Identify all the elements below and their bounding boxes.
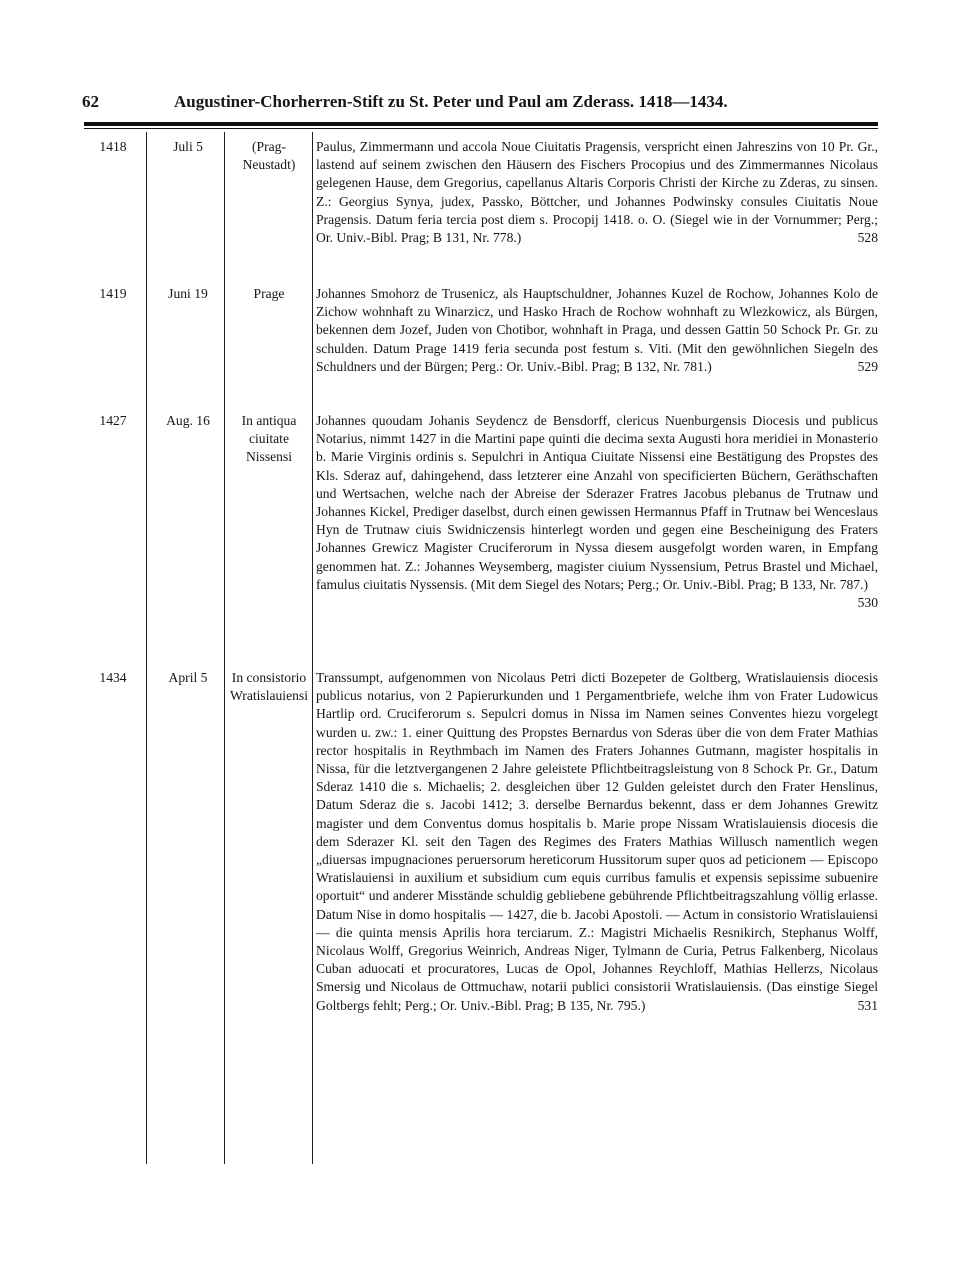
entry-year: 1419 bbox=[99, 286, 127, 301]
entry-number: 528 bbox=[857, 230, 878, 246]
entry-body: Transsumpt, aufgenommen von Nicolaus Petri dicti Bozepeter de Goltberg, Wratislauiensis diocesis publicus notarius, von 2 Papierurkunden und 1 Pergamentbriefe, welche ihm von Frater Ludowicus Hartlip ord. Cruciferorum s. Sepulcri domus in Nissa im Namen seines Conventes hiezu vorgelegt wurden u. zw.: 1. einer Quittung des Propstes Bernardus von Sderas über die von dem Frater Mathias rector hospitalis in Reythmbach im Namen des Fraters Johannes Gutmann, magister hospitalis in Nissa, für die letztvergangenen 2 Jahre geleistete Pflichtbeitragsleistung von 8 Schock Pr. Gr., Datum Sderaz 1410 die s. Michaelis; 2. desgleichen über 12 Gulden geleistet durch den Frater Henslinus, Datum Sderaz die s. Jacobi 1412; 3. derselbe Bernardus bekennt, dass er dem Johannes Grewitz magister und dem Conventus domus hospitalis b. Marie prope Nissam Wratislauiensis diocesis die dem Sderazer Kl. seit den Tagen des Regimes des Fraters Mathias Willusch namentlich wegen „diuersas impugnaciones peruersorum hereticorum Hussitorum super quos ad peticionem — Episcopo Wratislauiensi in auxilium et subsidium cum equis curribus famulis et expensis sepissime subuenire oportuit“ und anderer Misstände schuldig gebliebene gebührende Pflichtbeitragszahlung völlig erlasse. Datum Nise in domo hospitalis — 1427, die b. Jacobi Apostoli. — Actum in consistorio Wratislauiensi — die quinta mensis Aprilis hora terciarum. Z.: Magistri Michaelis Resnikirch, Stephanus Wolff, Nicolaus Wolff, Gregorius Weinrich, Andreas Niger, Tylmann de Curia, Petrus Falkenberg, Nicolaus Cuban aduocati et procuratores, Lucas de Opol, Johannes Reychloff, Mathias Hellerzs, Nicolaus Smersig und Nicolaus de Ottmuchaw, notarii publici consistorii Wratislauiensis. (Das einstige Siegel Goltbergs fehlt; Perg.; Or. Univ.-Bibl. Prag; B 135, Nr. 795.) bbox=[316, 670, 878, 1013]
entry-date: Juni 19 bbox=[168, 286, 208, 301]
entry-year: 1427 bbox=[99, 413, 127, 428]
entry-place: In antiqua ciuitate Nissensi bbox=[241, 413, 297, 465]
entry-body: Johannes quoudam Johanis Seydencz de Bensdorff, clericus Nuenburgensis Diocesis und publicus Notarius, nimmt 1427 in die Martini pape quinti die decima sexta Augusti hora meridiei in Monasterio b. Marie Virginis ordinis s. Sepulchri in Antiqua Ciuitate Nissensi eine Bestätigung des Propstes des Kls. Sderaz auf, dahingehend, dass letzterer eine Anzahl von specificierten Büchern, Geräthschaften und Wertsachen, welche nach der Abreise der Sderazer Fratres Jacobus plebanus de Trutnaw und Johannes Kickel, Prediger daselbst, durch einen gewissen Hermannus Pfaff in Trutnaw bei Wenceslaus Hyn de Trutnaw ciuis Swidniczensis hinterlegt worden und gegen eine Bescheinigung des Fraters Johannes Grewicz Magister Cruciferorum in Nyssa diesem ausgefolgt worden waren, in Empfang genommen hat. Z.: Johannes Weysemberg, magister ciuium Nyssensium, Petrus Brastel und Michael, famulus ciuitatis Nyssensis. (Mit dem Siegel des Notars; Perg.; Or. Univ.-Bibl. Prag; B 133, Nr. 787.) bbox=[316, 413, 878, 592]
entry-number: 529 bbox=[857, 358, 878, 374]
entry-body: Johannes Smohorz de Trusenicz, als Hauptschuldner, Johannes Kuzel de Rochow, Johannes Kolo de Zichow wohnhaft zu Winarzicz, und Hasko Hrach de Rochow wohnhaft zu Wlezkowicz, als Bürgen, bekennen dem Jozef, Juden von Chotibor, wohnhaft in Praga, und dessen Gattin 50 Schock Pr. Gr. zu schulden. Datum Prage 1419 feria secunda post festum s. Viti. (Mit den gewöhnlichen Siegeln des Schuldners und der Bürgen; Perg.: Or. Univ.-Bibl. Prag; B 132, Nr. 781.) bbox=[316, 286, 878, 374]
entry-date: April 5 bbox=[168, 670, 208, 685]
entry-body: Paulus, Zimmermann und accola Noue Ciuitatis Pragensis, verspricht einen Jahreszins von 10 Pr. Gr., lastend auf seinem zwischen den Häusern des Fischers Procopius und des Zimmermannes Nicolaus gelegenen Hause, dem Gregorius, capellanus Altaris Corporis Christi der Kirche zu Zderas, zu sinsen. Z.: Georgius Synya, judex, Passko, Böttcher, und Johannes Podwinsky consules Ciuitatis Noue Pragensis. Datum feria tercia post diem s. Procopij 1418. o. O. (Siegel wie in der Vornummer; Perg.; Or. Univ.-Bibl. Prag; B 131, Nr. 778.) bbox=[316, 139, 878, 246]
header-rule-thin bbox=[84, 128, 878, 129]
entry-year: 1434 bbox=[99, 670, 127, 685]
entry-number: 530 bbox=[857, 595, 878, 611]
entry-text bbox=[316, 412, 878, 612]
entry-text bbox=[316, 138, 878, 247]
entry-531 bbox=[84, 669, 878, 1169]
entry-text bbox=[316, 285, 878, 376]
entry-date: Juli 5 bbox=[173, 139, 203, 154]
entry-528 bbox=[84, 138, 878, 284]
page-number: 62 bbox=[82, 92, 99, 111]
entry-place: Prage bbox=[253, 286, 285, 301]
page-header bbox=[82, 92, 878, 116]
entry-529 bbox=[84, 285, 878, 409]
entry-text bbox=[316, 669, 878, 1015]
entry-530 bbox=[84, 412, 878, 667]
entry-place: (Prag-Neustadt) bbox=[242, 139, 296, 173]
header-rule-thick bbox=[84, 122, 878, 126]
entry-place: In consistorio Wratislauiensi bbox=[230, 670, 308, 704]
entry-date: Aug. 16 bbox=[166, 413, 210, 428]
entry-year: 1418 bbox=[99, 139, 127, 154]
entry-number: 531 bbox=[857, 997, 878, 1013]
running-title: Augustiner-Chorherren-Stift zu St. Peter und Paul am Zderass. 1418—1434. bbox=[174, 92, 728, 111]
